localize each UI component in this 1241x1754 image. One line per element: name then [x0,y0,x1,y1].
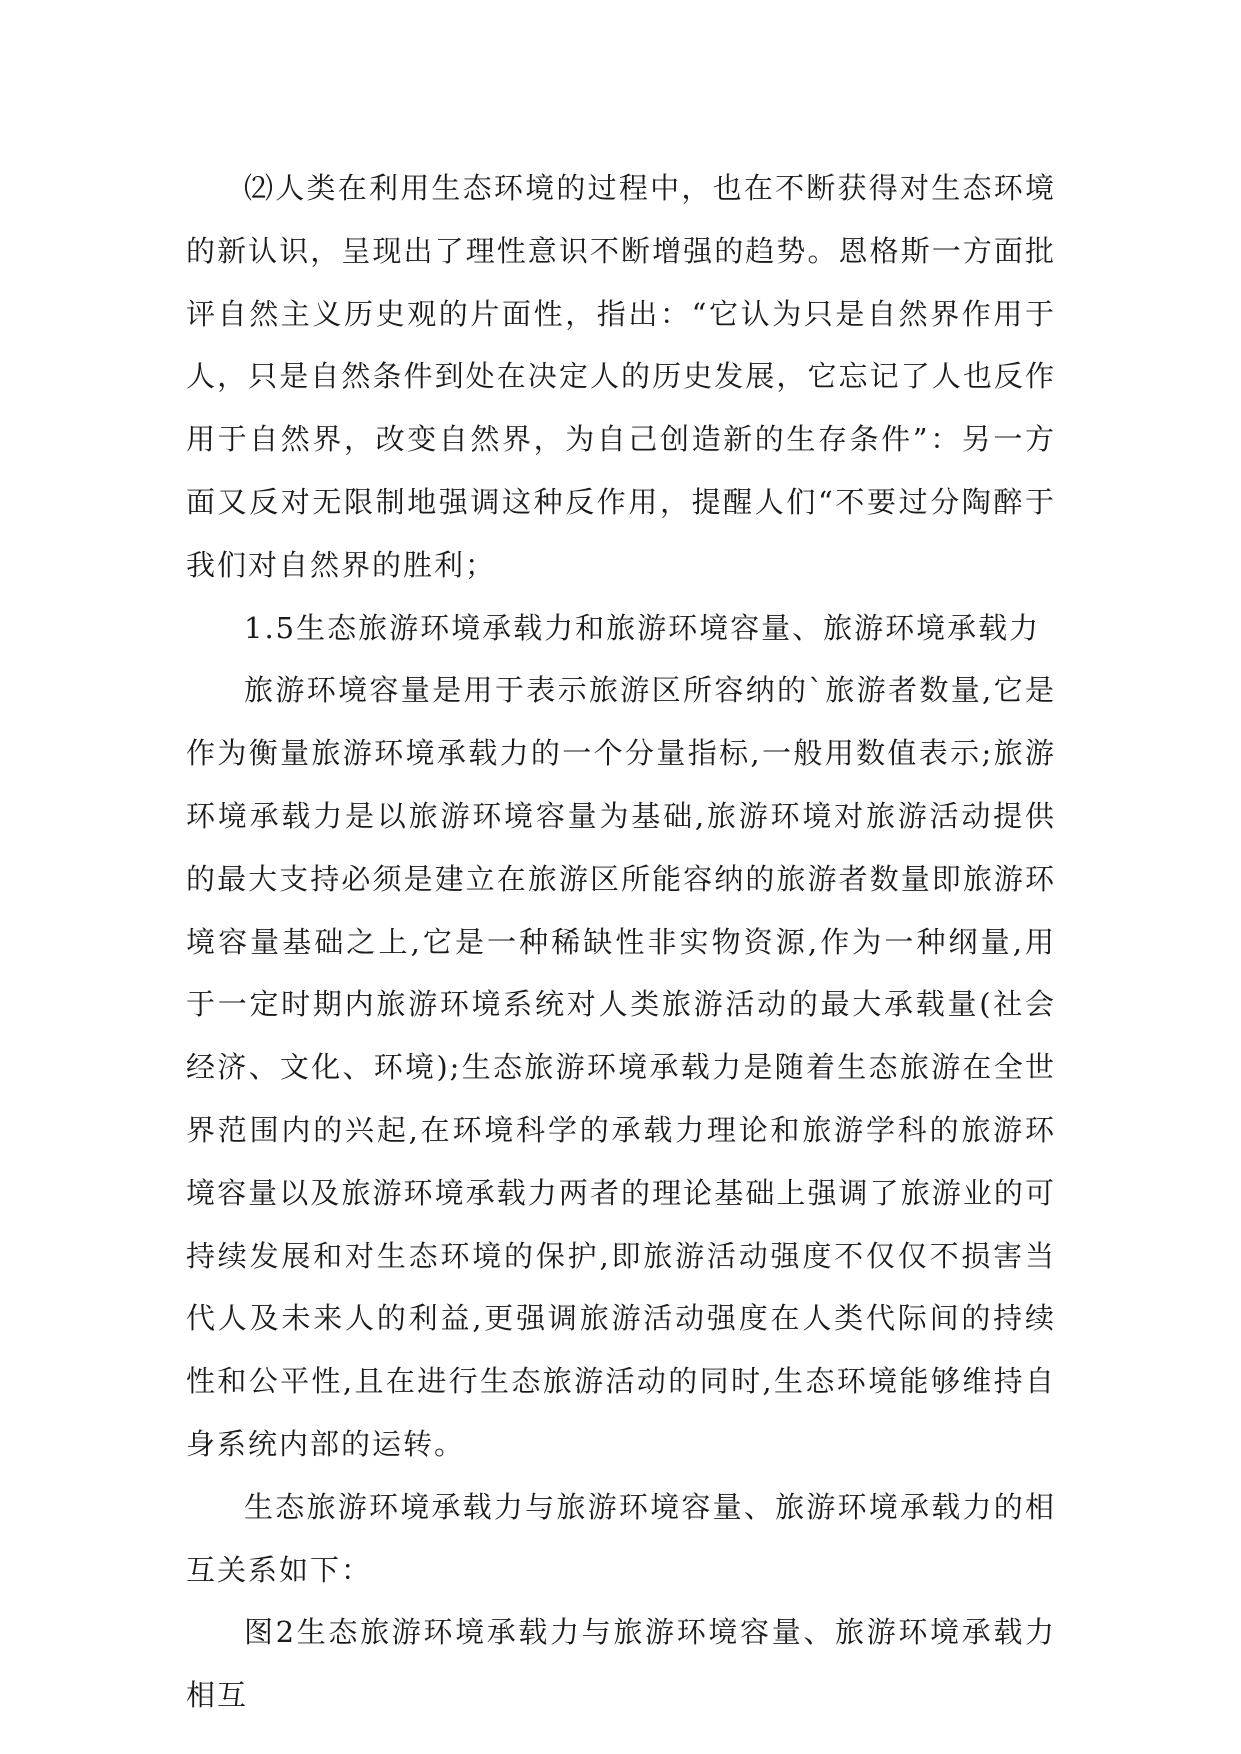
section-heading: 1.5生态旅游环境承载力和旅游环境容量、旅游环境承载力 [244,610,1041,645]
paragraph-relationship-intro: 生态旅游环境承载力与旅游环境容量、旅游环境承载力的相互关系如下： [186,1489,1056,1587]
document-body [186,157,1056,1727]
figure-caption: 图2生态旅游环境承载力与旅游环境容量、旅游环境承载力相互 [186,1615,1056,1713]
paragraph-capacity-definition: 旅游环境容量是用于表示旅游区所容纳的`旅游者数量,它是作为衡量旅游环境承载力的一个分量指标,一般用数值表示;旅游环境承载力是以旅游环境容量为基础,旅游环境对旅游活动提供的最大支持必须是建立在旅游区所能容纳的旅游者数量即旅游环境容量基础之上,它是一种稀缺性非实物资源,作为一种纲量,用于一定时期内旅游环境系统对人类旅游活动的最大承载量(社会经济、文化、环境);生态旅游环境承载力是随着生态旅游在全世界范围内的兴起,在环境科学的承载力理论和旅游学科的旅游环境容量以及旅游环境承载力两者的理论基础上强调了旅游业的可持续发展和对生态环境的保护,即旅游活动强度不仅仅不损害当代人及未来人的利益,更强调旅游活动强度在人类代际间的持续性和公平性,且在进行生态旅游活动的同时,生态环境能够维持自身系统内部的运转。 [186,673,1056,1461]
paragraph-engels-quote: ⑵人类在利用生态环境的过程中，也在不断获得对生态环境的新认识，呈现出了理性意识不断增强的趋势。恩格斯一方面批评自然主义历史观的片面性，指出：“它认为只是自然界作用于人，只是自然条件到处在决定人的历史发展，它忘记了人也反作用于自然界，改变自然界，为自己创造新的生存条件”：另一方面又反对无限制地强调这种反作用，提醒人们“不要过分陶醉于我们对自然界的胜利； [186,171,1056,582]
